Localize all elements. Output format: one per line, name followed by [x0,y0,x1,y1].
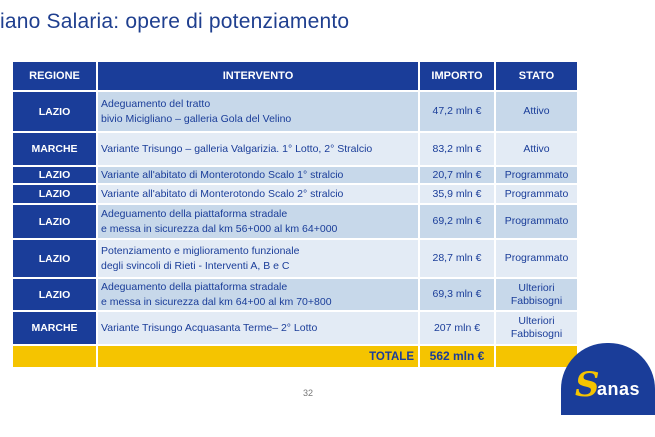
cell-regione: LAZIO [13,167,96,183]
cell-stato: Ulteriori Fabbisogni [496,279,577,310]
cell-stato: Programmato [496,167,577,183]
table-row [13,279,577,310]
table-row [13,167,577,183]
cell-intervento: Variante all'abitato di Monterotondo Scalo 2° stralcio [98,185,418,203]
anas-logo-text: anas [597,379,641,399]
cell-intervento: Variante Trisungo – galleria Valgarizia. 1° Lotto, 2° Stralcio [98,133,418,165]
cell-importo: 207 mln € [420,312,494,344]
cell-importo: 47,2 mln € [420,92,494,131]
total-importo: 562 mln € [420,346,494,367]
cell-regione: MARCHE [13,133,96,165]
interventions-table [11,60,579,369]
cell-importo: 28,7 mln € [420,240,494,277]
header-stato: STATO [496,62,577,90]
cell-importo: 69,2 mln € [420,205,494,238]
cell-importo: 20,7 mln € [420,167,494,183]
cell-regione: LAZIO [13,279,96,310]
cell-stato: Attivo [496,133,577,165]
slide-title: iano Salaria: opere di potenziamento [0,10,350,33]
total-empty-cell [496,346,577,367]
table-header-row [13,62,577,90]
cell-regione: LAZIO [13,240,96,277]
table-row [13,92,577,131]
cell-regione: LAZIO [13,205,96,238]
cell-stato: Programmato [496,185,577,203]
table-row [13,185,577,203]
header-intervento: INTERVENTO [98,62,418,90]
cell-stato: Programmato [496,240,577,277]
cell-importo: 83,2 mln € [420,133,494,165]
cell-intervento: Adeguamento della piattaforma stradale e messa in sicurezza dal km 56+000 al km 64+000 [98,205,418,238]
total-row [13,346,577,367]
total-label: TOTALE [98,346,418,367]
anas-logo-mark: S [575,365,600,405]
header-regione: REGIONE [13,62,96,90]
cell-intervento: Potenziamento e miglioramento funzionale degli svincoli di Rieti - Interventi A, B e C [98,240,418,277]
cell-intervento: Adeguamento del tratto bivio Micigliano – galleria Gola del Velino [98,92,418,131]
total-empty-cell [13,346,96,367]
cell-importo: 35,9 mln € [420,185,494,203]
cell-intervento: Adeguamento della piattaforma stradale e messa in sicurezza dal km 64+00 al km 70+800 [98,279,418,310]
cell-regione: MARCHE [13,312,96,344]
table-row [13,240,577,277]
table-row [13,133,577,165]
cell-intervento: Variante all'abitato di Monterotondo Scalo 1° stralcio [98,167,418,183]
cell-importo: 69,3 mln € [420,279,494,310]
cell-intervento: Variante Trisungo Acquasanta Terme– 2° Lotto [98,312,418,344]
header-importo: IMPORTO [420,62,494,90]
cell-stato: Programmato [496,205,577,238]
table-row [13,205,577,238]
cell-stato: Ulteriori Fabbisogni [496,312,577,344]
cell-regione: LAZIO [13,92,96,131]
cell-stato: Attivo [496,92,577,131]
page-number: 32 [303,388,314,398]
cell-regione: LAZIO [13,185,96,203]
table-row [13,312,577,344]
